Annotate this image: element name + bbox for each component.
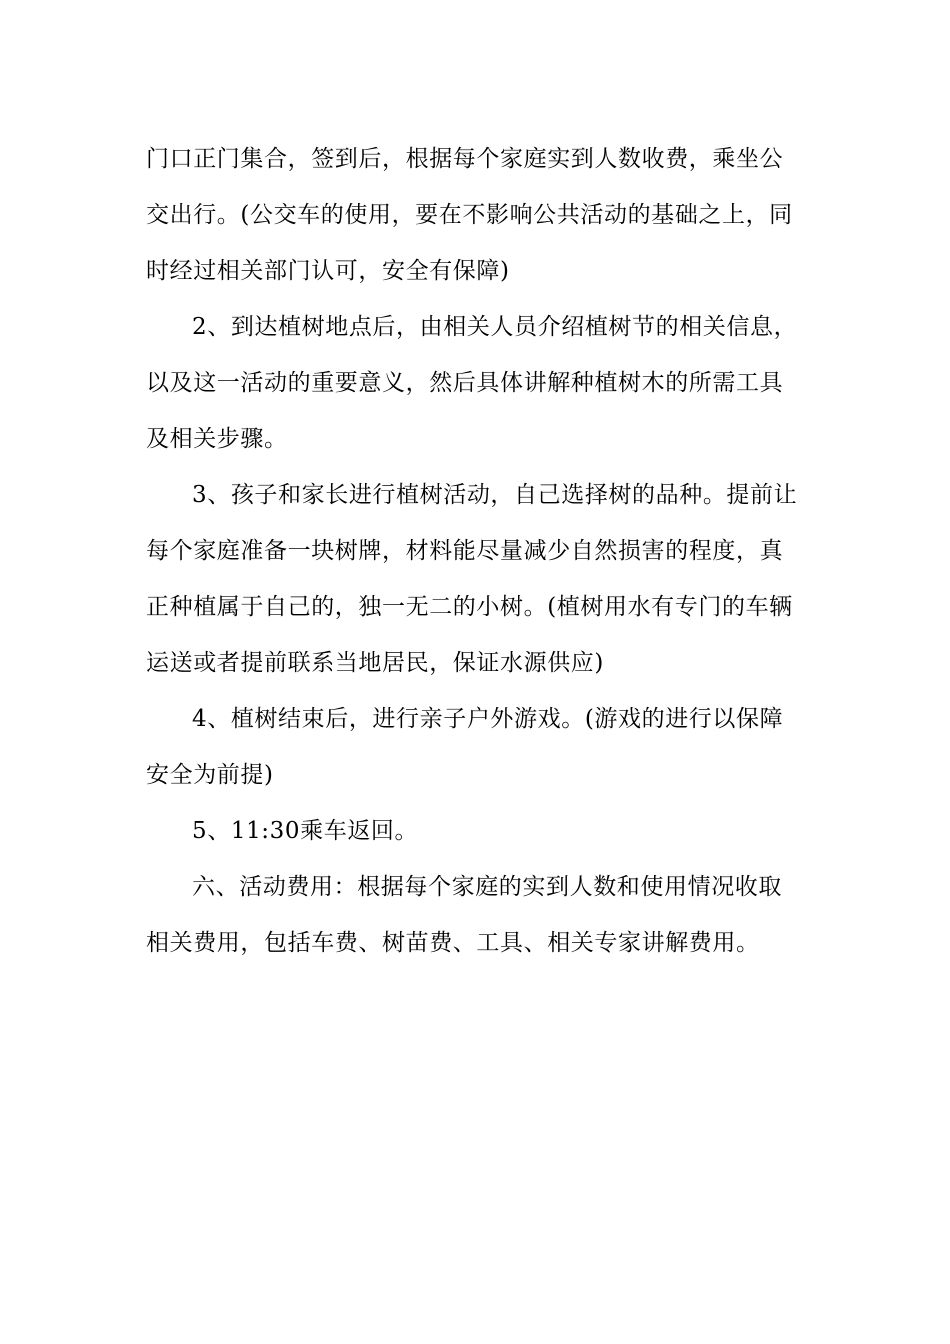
text-line: 安全为前提) (146, 762, 274, 788)
text-line: 2、到达植树地点后，由相关人员介绍植树节的相关信息， (192, 314, 798, 340)
text-line: 5、11:30乘车返回。 (192, 818, 419, 844)
text-line: 六、活动费用：根据每个家庭的实到人数和使用情况收取 (192, 874, 782, 900)
document-body (146, 131, 806, 971)
text-line: 时经过相关部门认可，安全有保障) (146, 258, 510, 284)
text-line: 及相关步骤。 (146, 426, 288, 452)
text-line: 运送或者提前联系当地居民，保证水源供应) (146, 650, 604, 676)
text-line: 门口正门集合，签到后，根据每个家庭实到人数收费，乘坐公 (146, 146, 784, 172)
text-line: 以及这一活动的重要意义，然后具体讲解种植树木的所需工具 (146, 370, 784, 396)
text-line: 3、孩子和家长进行植树活动，自己选择树的品种。提前让 (192, 482, 798, 508)
text-line: 4、植树结束后，进行亲子户外游戏。(游戏的进行以保障 (192, 706, 784, 732)
text-line: 正种植属于自己的，独一无二的小树。(植树用水有专门的车辆 (146, 594, 793, 620)
text-line: 交出行。(公交车的使用，要在不影响公共活动的基础之上，同 (146, 202, 793, 228)
text-line: 每个家庭准备一块树牌，材料能尽量减少自然损害的程度，真 (146, 538, 784, 564)
text-line: 相关费用，包括车费、树苗费、工具、相关专家讲解费用。 (146, 930, 760, 956)
